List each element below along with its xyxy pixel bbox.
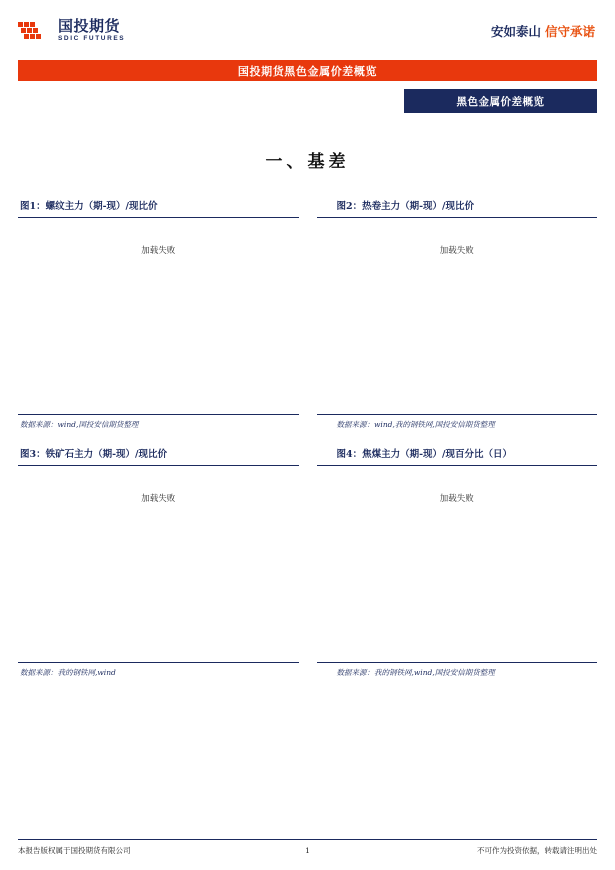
figure-grid [18,198,597,694]
report-title: 国投期货黑色金属价差概览 [237,64,378,78]
figure-3-body [18,466,299,662]
logo-text-block [58,19,125,43]
figure-1-source: 数据来源：wind,国投安信期货整理 [18,414,299,430]
topic-tag-label: 黑色金属价差概览 [456,95,545,108]
figure-2-placeholder: 加载失败 [439,246,474,256]
slogan-secondary: 信守承诺 [544,24,595,39]
figure-3-title: 图3：铁矿石主力（期-现）/现比价 [18,446,299,466]
figure-3-source: 数据来源：我的钢铁网,wind [18,662,299,678]
slogan-primary: 安如泰山 [490,24,541,39]
report-title-bar [18,60,597,81]
figure-2 [317,198,598,446]
figure-2-source: 数据来源：wind,我的钢铁网,国投安信期货整理 [317,414,598,430]
figure-2-title: 图2：热卷主力（期-现）/现比价 [317,198,598,218]
figure-2-body [317,218,598,414]
figure-4-title: 图4：焦煤主力（期-现）/现百分比（日） [317,446,598,466]
figure-3 [18,446,299,694]
figure-1-title: 图1：螺纹主力（期-现）/现比价 [18,198,299,218]
logo-company-name-cn: 国投期货 [58,17,121,36]
figure-3-placeholder: 加载失败 [141,494,176,504]
figure-1-placeholder: 加载失败 [141,246,176,256]
logo-company-name-en: SDIC FUTURES [58,35,126,43]
footer-page-number: 1 [305,846,310,855]
figure-4-source: 数据来源：我的钢铁网,wind,国投安信期货整理 [317,662,598,678]
figure-1-body [18,218,299,414]
company-logo [18,19,125,43]
topic-tag [404,89,597,113]
tag-row [18,89,597,113]
footer-disclaimer: 不可作为投资依据，转载请注明出处 [477,846,597,855]
red-square-grid-logo-icon [18,20,52,42]
figure-1 [18,198,299,446]
figure-4-body [317,466,598,662]
company-slogan [491,22,597,40]
document-header [18,0,597,54]
figure-4-placeholder: 加载失败 [439,494,474,504]
section-heading: 一、基差 [265,152,350,172]
figure-4 [317,446,598,694]
document-footer [18,839,597,856]
footer-copyright: 本报告版权属于国投期货有限公司 [18,846,131,855]
